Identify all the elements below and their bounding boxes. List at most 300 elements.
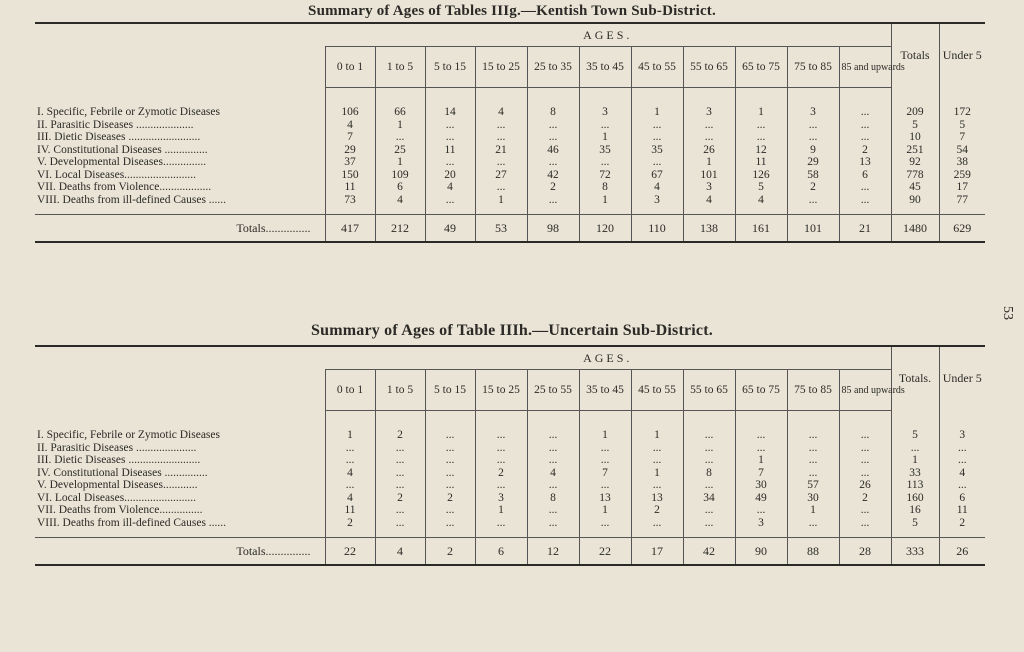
table-cell: ... bbox=[787, 517, 839, 530]
table-cell: 3 bbox=[939, 429, 985, 442]
table-cell: ... bbox=[425, 517, 475, 530]
table-cell: 4 bbox=[325, 492, 375, 505]
table-cell: ... bbox=[683, 429, 735, 442]
table-row bbox=[35, 194, 985, 207]
age-column-header: 15 to 25 bbox=[475, 47, 527, 88]
table-cell: 2 bbox=[375, 492, 425, 505]
table-row bbox=[35, 442, 985, 455]
table-cell: 13 bbox=[839, 156, 891, 169]
table-cell: ... bbox=[839, 517, 891, 530]
table-row bbox=[35, 181, 985, 194]
row-label: I. Specific, Febrile or Zymotic Diseases bbox=[37, 106, 220, 118]
table-cell: 3 bbox=[735, 517, 787, 530]
table-cell: 2 bbox=[475, 467, 527, 480]
table-cell: 26 bbox=[683, 144, 735, 157]
table-cell: ... bbox=[735, 119, 787, 132]
table-cell: ... bbox=[579, 517, 631, 530]
table-cell: ... bbox=[579, 479, 631, 492]
table-cell: 160 bbox=[891, 492, 939, 505]
table-cell: 92 bbox=[891, 156, 939, 169]
table-cell: 13 bbox=[631, 492, 683, 505]
table-row bbox=[35, 106, 985, 119]
table-cell: ... bbox=[939, 479, 985, 492]
table-cell: ... bbox=[839, 429, 891, 442]
table-cell: ... bbox=[787, 194, 839, 207]
table-cell: ... bbox=[527, 442, 579, 455]
table-cell: ... bbox=[631, 442, 683, 455]
table-cell: ... bbox=[425, 429, 475, 442]
table-cell: ... bbox=[375, 131, 425, 144]
totals-column-header: Totals. bbox=[891, 347, 939, 411]
age-column-header: 55 to 65 bbox=[683, 370, 735, 411]
total-cell: 53 bbox=[475, 215, 527, 243]
age-column-header: 0 to 1 bbox=[325, 370, 375, 411]
table-cell: 1 bbox=[375, 156, 425, 169]
label-column-header bbox=[35, 24, 325, 47]
table-cell: 9 bbox=[787, 144, 839, 157]
table-cell: 77 bbox=[939, 194, 985, 207]
age-column-header: 5 to 15 bbox=[425, 370, 475, 411]
under-5-column-header: Under 5 bbox=[939, 347, 985, 411]
table-cell: 2 bbox=[939, 517, 985, 530]
table-cell: 67 bbox=[631, 169, 683, 182]
totals-row bbox=[35, 538, 985, 566]
table-cell: 1 bbox=[631, 467, 683, 480]
table-cell: ... bbox=[375, 454, 425, 467]
table-cell: ... bbox=[787, 442, 839, 455]
table-cell: ... bbox=[839, 504, 891, 517]
age-column-header: 45 to 55 bbox=[631, 47, 683, 88]
table-cell: 16 bbox=[891, 504, 939, 517]
table-cell: ... bbox=[527, 479, 579, 492]
total-cell: 138 bbox=[683, 215, 735, 243]
table-cell: ... bbox=[631, 131, 683, 144]
table-cell: 4 bbox=[325, 467, 375, 480]
table-cell: 106 bbox=[325, 106, 375, 119]
table-cell: ... bbox=[631, 479, 683, 492]
table-cell: 14 bbox=[425, 106, 475, 119]
table-2-uncertain bbox=[35, 345, 985, 566]
table-cell: ... bbox=[375, 467, 425, 480]
table-cell: 113 bbox=[891, 479, 939, 492]
table-cell: 11 bbox=[325, 181, 375, 194]
table-cell: ... bbox=[839, 131, 891, 144]
table-cell: 4 bbox=[939, 467, 985, 480]
table-cell: ... bbox=[425, 467, 475, 480]
table-cell: 4 bbox=[735, 194, 787, 207]
table-cell: 1 bbox=[891, 454, 939, 467]
table-cell: 4 bbox=[425, 181, 475, 194]
table-cell: 251 bbox=[891, 144, 939, 157]
table-cell: 1 bbox=[325, 429, 375, 442]
table-cell: ... bbox=[631, 517, 683, 530]
table-cell: 37 bbox=[325, 156, 375, 169]
table-cell: ... bbox=[579, 156, 631, 169]
table-cell: 778 bbox=[891, 169, 939, 182]
table-cell: 109 bbox=[375, 169, 425, 182]
table-cell: 1 bbox=[579, 429, 631, 442]
table-cell: 8 bbox=[579, 181, 631, 194]
total-cell: 42 bbox=[683, 538, 735, 566]
table-cell: 4 bbox=[683, 194, 735, 207]
table-cell: ... bbox=[735, 131, 787, 144]
table-cell: 33 bbox=[891, 467, 939, 480]
table-cell: ... bbox=[475, 479, 527, 492]
table-cell: 8 bbox=[527, 106, 579, 119]
table-cell: ... bbox=[325, 479, 375, 492]
row-label: VIII. Deaths from ill-defined Causes ...... bbox=[37, 516, 227, 529]
total-cell: 629 bbox=[939, 215, 985, 243]
row-label: III. Dietic Diseases ......................... bbox=[37, 131, 201, 143]
table-cell: 25 bbox=[375, 144, 425, 157]
table-cell: ... bbox=[787, 454, 839, 467]
table-cell: 42 bbox=[527, 169, 579, 182]
total-cell: 333 bbox=[891, 538, 939, 566]
table-cell: ... bbox=[527, 504, 579, 517]
table-cell: ... bbox=[787, 131, 839, 144]
table-cell: 2 bbox=[839, 492, 891, 505]
table-cell: 34 bbox=[683, 492, 735, 505]
table-cell: 26 bbox=[839, 479, 891, 492]
table-cell: 2 bbox=[787, 181, 839, 194]
age-column-header: 25 to 55 bbox=[527, 370, 579, 411]
table-cell: ... bbox=[325, 442, 375, 455]
table-cell: ... bbox=[425, 194, 475, 207]
table-row bbox=[35, 144, 985, 157]
row-label: VIII. Deaths from ill-defined Causes ...... bbox=[37, 193, 227, 206]
total-cell: 88 bbox=[787, 538, 839, 566]
table-cell: 1 bbox=[475, 504, 527, 517]
table-row bbox=[35, 169, 985, 182]
table-cell: 57 bbox=[787, 479, 839, 492]
table-cell: ... bbox=[425, 504, 475, 517]
table-cell: 7 bbox=[325, 131, 375, 144]
under-5-column-header: Under 5 bbox=[939, 24, 985, 88]
table-cell: 5 bbox=[891, 119, 939, 132]
total-cell: 110 bbox=[631, 215, 683, 243]
table-cell: ... bbox=[475, 131, 527, 144]
table-cell: 3 bbox=[631, 194, 683, 207]
age-column-header: 55 to 65 bbox=[683, 47, 735, 88]
table-cell: 5 bbox=[735, 181, 787, 194]
table-cell: 12 bbox=[735, 144, 787, 157]
row-label: III. Dietic Diseases ......................... bbox=[37, 454, 201, 466]
table-cell: ... bbox=[375, 517, 425, 530]
table-cell: ... bbox=[475, 119, 527, 132]
table-cell: 11 bbox=[735, 156, 787, 169]
table-cell: 1 bbox=[631, 429, 683, 442]
table-row bbox=[35, 156, 985, 169]
table-cell: 1 bbox=[579, 194, 631, 207]
total-cell: 120 bbox=[579, 215, 631, 243]
table-cell: ... bbox=[683, 517, 735, 530]
table-cell: 2 bbox=[839, 144, 891, 157]
table-cell: 5 bbox=[891, 429, 939, 442]
row-label: IV. Constitutional Diseases ............... bbox=[37, 143, 208, 156]
table-cell: ... bbox=[425, 119, 475, 132]
table-cell: 4 bbox=[325, 119, 375, 132]
table-cell: 35 bbox=[579, 144, 631, 157]
age-column-header: 5 to 15 bbox=[425, 47, 475, 88]
age-column-header: 65 to 75 bbox=[735, 370, 787, 411]
table-cell: 6 bbox=[375, 181, 425, 194]
ages-heading: AGES. bbox=[583, 27, 633, 42]
total-cell: 26 bbox=[939, 538, 985, 566]
table-cell: ... bbox=[425, 479, 475, 492]
total-cell: 4 bbox=[375, 538, 425, 566]
total-cell: 12 bbox=[527, 538, 579, 566]
table-cell: ... bbox=[839, 442, 891, 455]
label-column-header bbox=[35, 347, 325, 370]
total-cell: 417 bbox=[325, 215, 375, 243]
table-cell: ... bbox=[839, 106, 891, 119]
table-cell: 2 bbox=[631, 504, 683, 517]
table-cell: 4 bbox=[475, 106, 527, 119]
table-cell: 4 bbox=[527, 467, 579, 480]
table-cell: 8 bbox=[527, 492, 579, 505]
age-column-header: 45 to 55 bbox=[631, 370, 683, 411]
table-cell: 1 bbox=[375, 119, 425, 132]
row-label: VI. Local Diseases......................... bbox=[37, 168, 197, 181]
total-cell: 21 bbox=[839, 215, 891, 243]
table-cell: 3 bbox=[683, 181, 735, 194]
table-cell: ... bbox=[325, 454, 375, 467]
table-cell: ... bbox=[527, 429, 579, 442]
table-cell: ... bbox=[527, 156, 579, 169]
row-label: VII. Deaths from Violence............... bbox=[37, 504, 203, 516]
table-cell: 2 bbox=[375, 429, 425, 442]
table-cell: 7 bbox=[735, 467, 787, 480]
table-row bbox=[35, 429, 985, 442]
table-cell: ... bbox=[425, 454, 475, 467]
table-cell: 29 bbox=[325, 144, 375, 157]
table-cell: ... bbox=[683, 504, 735, 517]
table-cell: 7 bbox=[939, 131, 985, 144]
table-cell: 1 bbox=[579, 504, 631, 517]
table-cell: 73 bbox=[325, 194, 375, 207]
table-cell: 5 bbox=[891, 517, 939, 530]
table-1-kentish-town bbox=[35, 22, 985, 243]
table-cell: 10 bbox=[891, 131, 939, 144]
table-cell: 90 bbox=[891, 194, 939, 207]
table-cell: ... bbox=[787, 467, 839, 480]
table-cell: 126 bbox=[735, 169, 787, 182]
totals-label: Totals............... bbox=[35, 538, 325, 566]
table-cell: 2 bbox=[527, 181, 579, 194]
table-cell: 58 bbox=[787, 169, 839, 182]
table-cell: 66 bbox=[375, 106, 425, 119]
table-cell: 54 bbox=[939, 144, 985, 157]
total-cell: 212 bbox=[375, 215, 425, 243]
total-cell: 98 bbox=[527, 215, 579, 243]
table-row bbox=[35, 517, 985, 530]
row-label: II. Parasitic Diseases .................... bbox=[37, 118, 194, 131]
total-cell: 22 bbox=[325, 538, 375, 566]
table-cell: 8 bbox=[683, 467, 735, 480]
table-cell: 13 bbox=[579, 492, 631, 505]
table-cell: ... bbox=[683, 454, 735, 467]
total-cell: 49 bbox=[425, 215, 475, 243]
table-cell: 72 bbox=[579, 169, 631, 182]
table-cell: 49 bbox=[735, 492, 787, 505]
table-cell: ... bbox=[375, 504, 425, 517]
table-cell: 150 bbox=[325, 169, 375, 182]
table-cell: ... bbox=[683, 479, 735, 492]
table-cell: 101 bbox=[683, 169, 735, 182]
table-cell: 27 bbox=[475, 169, 527, 182]
table-cell: ... bbox=[527, 119, 579, 132]
table-cell: 29 bbox=[787, 156, 839, 169]
age-column-header: 25 to 35 bbox=[527, 47, 579, 88]
table-cell: ... bbox=[683, 131, 735, 144]
table-cell: 172 bbox=[939, 106, 985, 119]
table-cell: 3 bbox=[579, 106, 631, 119]
table-cell: ... bbox=[839, 467, 891, 480]
table-cell: 20 bbox=[425, 169, 475, 182]
table-cell: 3 bbox=[787, 106, 839, 119]
table-cell: ... bbox=[787, 119, 839, 132]
total-cell: 17 bbox=[631, 538, 683, 566]
row-label: VI. Local Diseases......................... bbox=[37, 491, 197, 504]
table-cell: 17 bbox=[939, 181, 985, 194]
table-cell: ... bbox=[839, 181, 891, 194]
total-cell: 22 bbox=[579, 538, 631, 566]
table-cell: 259 bbox=[939, 169, 985, 182]
age-column-header: 35 to 45 bbox=[579, 47, 631, 88]
age-column-header: 1 to 5 bbox=[375, 47, 425, 88]
table-cell: ... bbox=[527, 131, 579, 144]
total-cell: 6 bbox=[475, 538, 527, 566]
row-label: IV. Constitutional Diseases ............... bbox=[37, 466, 208, 479]
age-column-header: 15 to 25 bbox=[475, 370, 527, 411]
row-label: II. Parasitic Diseases ..................... bbox=[37, 441, 197, 454]
age-column-header: 85 and upwards bbox=[839, 47, 891, 88]
totals-column-header: Totals bbox=[891, 24, 939, 88]
table-cell: 30 bbox=[735, 479, 787, 492]
totals-label: Totals............... bbox=[35, 215, 325, 243]
total-cell: 1480 bbox=[891, 215, 939, 243]
table-cell: 11 bbox=[939, 504, 985, 517]
table-cell: 21 bbox=[475, 144, 527, 157]
table-cell: 3 bbox=[683, 106, 735, 119]
table-cell: 45 bbox=[891, 181, 939, 194]
table-cell: 4 bbox=[631, 181, 683, 194]
table-row bbox=[35, 492, 985, 505]
table-cell: ... bbox=[475, 429, 527, 442]
age-column-header: 75 to 85 bbox=[787, 370, 839, 411]
table-cell: ... bbox=[839, 119, 891, 132]
table-cell: 6 bbox=[839, 169, 891, 182]
table-row bbox=[35, 504, 985, 517]
ages-heading: AGES. bbox=[583, 350, 633, 365]
table-cell: 2 bbox=[325, 517, 375, 530]
table-cell: 1 bbox=[735, 454, 787, 467]
table-row bbox=[35, 479, 985, 492]
total-cell: 161 bbox=[735, 215, 787, 243]
table-cell: ... bbox=[579, 442, 631, 455]
table-cell: 1 bbox=[475, 194, 527, 207]
table-cell: 1 bbox=[735, 106, 787, 119]
totals-row bbox=[35, 215, 985, 243]
table-cell: ... bbox=[475, 181, 527, 194]
table-cell: 3 bbox=[475, 492, 527, 505]
table-row bbox=[35, 119, 985, 132]
age-column-header: 85 and upwards bbox=[839, 370, 891, 411]
age-column-header: 35 to 45 bbox=[579, 370, 631, 411]
age-column-header: 65 to 75 bbox=[735, 47, 787, 88]
row-label: I. Specific, Febrile or Zymotic Diseases bbox=[37, 429, 220, 441]
age-column-header: 75 to 85 bbox=[787, 47, 839, 88]
table-cell: ... bbox=[527, 517, 579, 530]
table-cell: ... bbox=[735, 504, 787, 517]
table-cell: ... bbox=[787, 429, 839, 442]
table-cell: ... bbox=[631, 119, 683, 132]
table-cell: ... bbox=[579, 454, 631, 467]
table-row bbox=[35, 467, 985, 480]
table-cell: 38 bbox=[939, 156, 985, 169]
row-label: V. Developmental Diseases............ bbox=[37, 479, 198, 491]
table-cell: 1 bbox=[579, 131, 631, 144]
table-cell: ... bbox=[735, 442, 787, 455]
table-cell: ... bbox=[425, 131, 475, 144]
table-cell: 11 bbox=[425, 144, 475, 157]
table-cell: ... bbox=[475, 454, 527, 467]
table-cell: 1 bbox=[683, 156, 735, 169]
table-cell: ... bbox=[891, 442, 939, 455]
page-number: 53 bbox=[1000, 306, 1015, 320]
table-cell: ... bbox=[683, 442, 735, 455]
table-cell: 7 bbox=[579, 467, 631, 480]
row-label: VII. Deaths from Violence.................. bbox=[37, 181, 212, 193]
row-label: V. Developmental Diseases............... bbox=[37, 156, 207, 168]
table-cell: ... bbox=[475, 156, 527, 169]
table-cell: ... bbox=[839, 194, 891, 207]
age-column-header: 0 to 1 bbox=[325, 47, 375, 88]
table-cell: ... bbox=[631, 454, 683, 467]
table-cell: ... bbox=[475, 517, 527, 530]
table-cell: ... bbox=[527, 454, 579, 467]
table-cell: ... bbox=[939, 454, 985, 467]
table-cell: 2 bbox=[425, 492, 475, 505]
total-cell: 28 bbox=[839, 538, 891, 566]
table-cell: 35 bbox=[631, 144, 683, 157]
table-cell: ... bbox=[425, 156, 475, 169]
table-cell: 11 bbox=[325, 504, 375, 517]
table-cell: ... bbox=[631, 156, 683, 169]
table-cell: 209 bbox=[891, 106, 939, 119]
table-cell: ... bbox=[527, 194, 579, 207]
table-2-title: Summary of Ages of Table IIIh.—Uncertain Sub-District. bbox=[311, 322, 713, 339]
table-row bbox=[35, 131, 985, 144]
table-cell: 1 bbox=[787, 504, 839, 517]
table-cell: ... bbox=[475, 442, 527, 455]
table-cell: 6 bbox=[939, 492, 985, 505]
table-cell: 30 bbox=[787, 492, 839, 505]
table-row bbox=[35, 454, 985, 467]
total-cell: 2 bbox=[425, 538, 475, 566]
table-cell: ... bbox=[839, 454, 891, 467]
total-cell: 90 bbox=[735, 538, 787, 566]
table-cell: ... bbox=[939, 442, 985, 455]
table-cell: ... bbox=[375, 442, 425, 455]
table-1-title: Summary of Ages of Tables IIIg.—Kentish Town Sub-District. bbox=[308, 3, 716, 19]
total-cell: 101 bbox=[787, 215, 839, 243]
table-cell: ... bbox=[425, 442, 475, 455]
age-column-header: 1 to 5 bbox=[375, 370, 425, 411]
table-cell: 4 bbox=[375, 194, 425, 207]
table-cell: ... bbox=[375, 479, 425, 492]
table-cell: ... bbox=[735, 429, 787, 442]
